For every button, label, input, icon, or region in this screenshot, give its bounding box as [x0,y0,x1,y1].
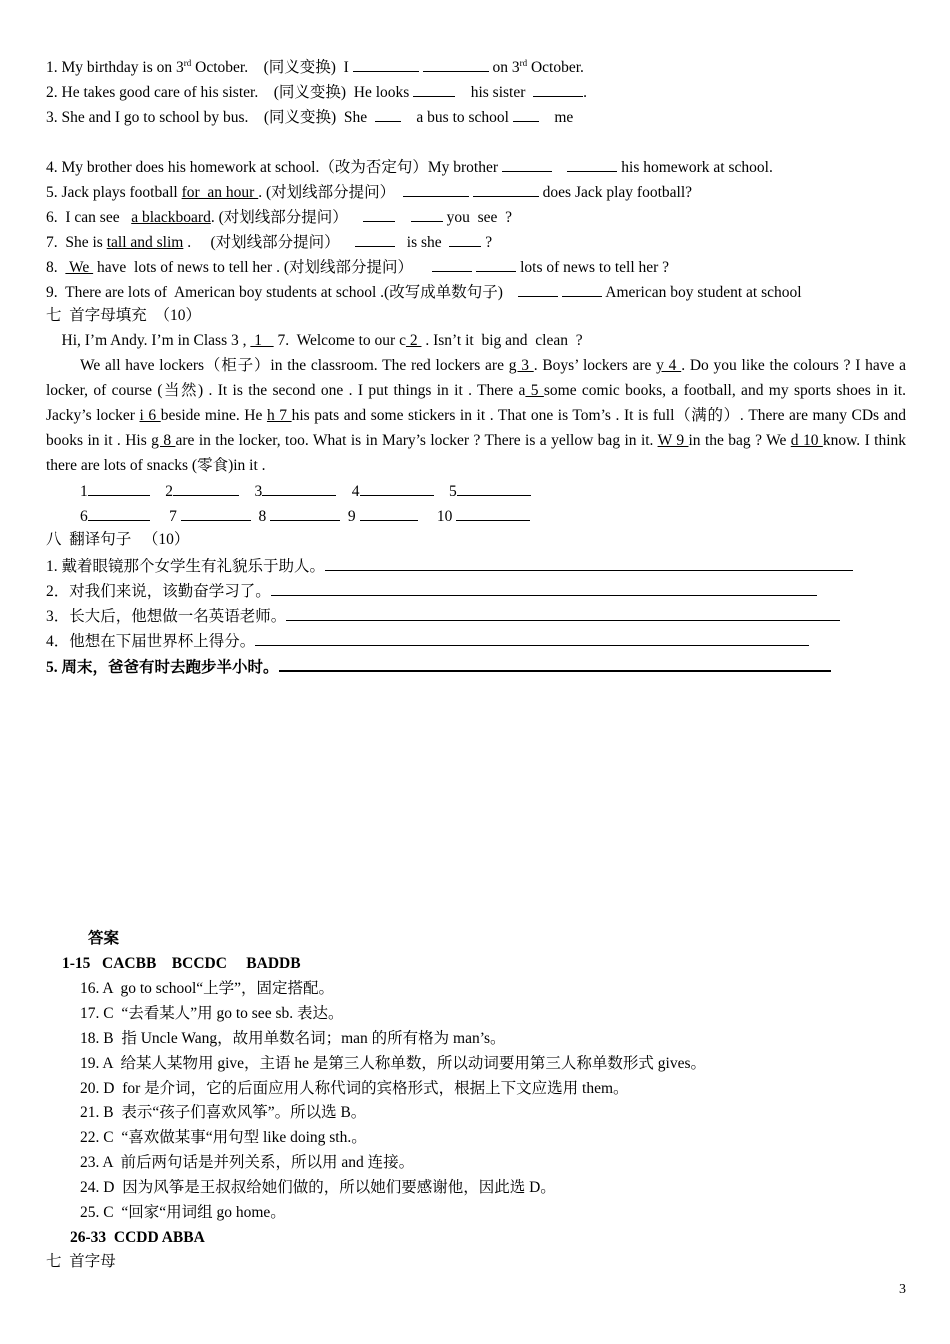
answers-range-1: 1-15 CACBB BCCDC BADDB [62,955,301,972]
question-2: 2. He takes good care of his sister. (同义变换) He looks his sister . [46,84,588,101]
answers-title: 答案 [88,930,120,947]
translation-item: 5. 周末，爸爸有时去跑步半小时。 [46,655,831,678]
translation-item: 4．他想在下届世界杯上得分。 [46,630,809,652]
answer-explanation: 18. B 指 Uncle Wang，故用单数名词；man 的所有格为 man’s。 [80,1030,506,1047]
answer-explanation: 21. B 表示“孩子们喜欢风筝”。所以选 B。 [80,1104,367,1121]
question-4: 4. My brother does his homework at school.（改为否定句）My brother his homework at school. [46,159,773,176]
question-9: 9. There are lots of American boy students at school .(改写成单数句子) American boy student at school [46,284,802,301]
answer-explanation: 24. D 因为风筝是王叔叔给她们做的，所以她们要感谢他，因此选 D。 [80,1179,556,1196]
translation-item: 2．对我们来说，该勤奋学习了。 [46,580,817,602]
answer-row-1: 1 2 3 4 5 [80,481,531,502]
cloze-intro: Hi, I’m Andy. I’m in Class 3 , 1 7. Welcome to our c 2 . Isn’t it big and clean ? [46,332,583,349]
answer-explanation: 22. C “喜欢做某事“用句型 like doing sth.。 [80,1129,367,1146]
answer-explanation: 19. A 给某人某物用 give，主语 he 是第三人称单数，所以动词要用第三人称单数形式 gives。 [80,1055,707,1072]
translation-item: 1. 戴着眼镜那个女学生有礼貌乐于助人。 [46,555,853,577]
answers-range-2: 26-33 CCDD ABBA [70,1229,205,1246]
question-1: 1. My birthday is on 3rd October. (同义变换) I on 3rd October. [46,58,584,76]
page-number: 3 [899,1282,906,1297]
answer-explanation: 16. A go to school“上学”，固定搭配。 [80,980,335,997]
answer-row-2: 6 7 8 9 10 [80,506,530,527]
answer-explanation: 23. A 前后两句话是并列关系，所以用 and 连接。 [80,1154,415,1171]
question-8: 8. We have lots of news to tell her . (对划线部分提问） lots of news to tell her ? [46,259,670,276]
question-7: 7. She is tall and slim . (对划线部分提问） is she ? [46,234,493,251]
question-3: 3. She and I go to school by bus. (同义变换) She a bus to school me [46,109,574,126]
section-8-heading: 八 翻译句子 （10） [46,531,190,548]
cloze-passage: We all have lockers（柜子）in the classroom. The red lockers are g 3 . Boys’ lockers are y 4 . Do you like the colours ? I have a locker, of course (当然) . It is the second one . I put things in it . There a 5 some comic books, a football, and my sports shoes in it. Jacky’s locker i 6 beside mine. He h 7 his pats and some stickers in it . That one is Tom’s . It is full（满的）. There are many CDs and books in it . His g 8 are in the locker, too. What is in Mary’s locker ? There is a yellow bag in it. W 9 in the bag ? We d 10 know. I think there are lots of snacks (零食)in it . [46,357,907,474]
question-6: 6. I can see a blackboard. (对划线部分提问） you see ? [46,209,513,226]
translation-item: 3．长大后，他想做一名英语老师。 [46,605,840,627]
section-7-heading: 七 首字母填充 （10） [46,307,202,324]
answer-explanation: 25. C “回家“用词组 go home。 [80,1204,286,1221]
answers-section-7-label: 七 首字母 [46,1253,116,1270]
answer-explanation: 17. C “去看某人”用 go to see sb. 表达。 [80,1005,344,1022]
answer-explanation: 20. D for 是介词，它的后面应用人称代词的宾格形式，根据上下文应选用 them。 [80,1080,629,1097]
question-5: 5. Jack plays football for an hour . (对划线部分提问） does Jack play football? [46,184,693,201]
